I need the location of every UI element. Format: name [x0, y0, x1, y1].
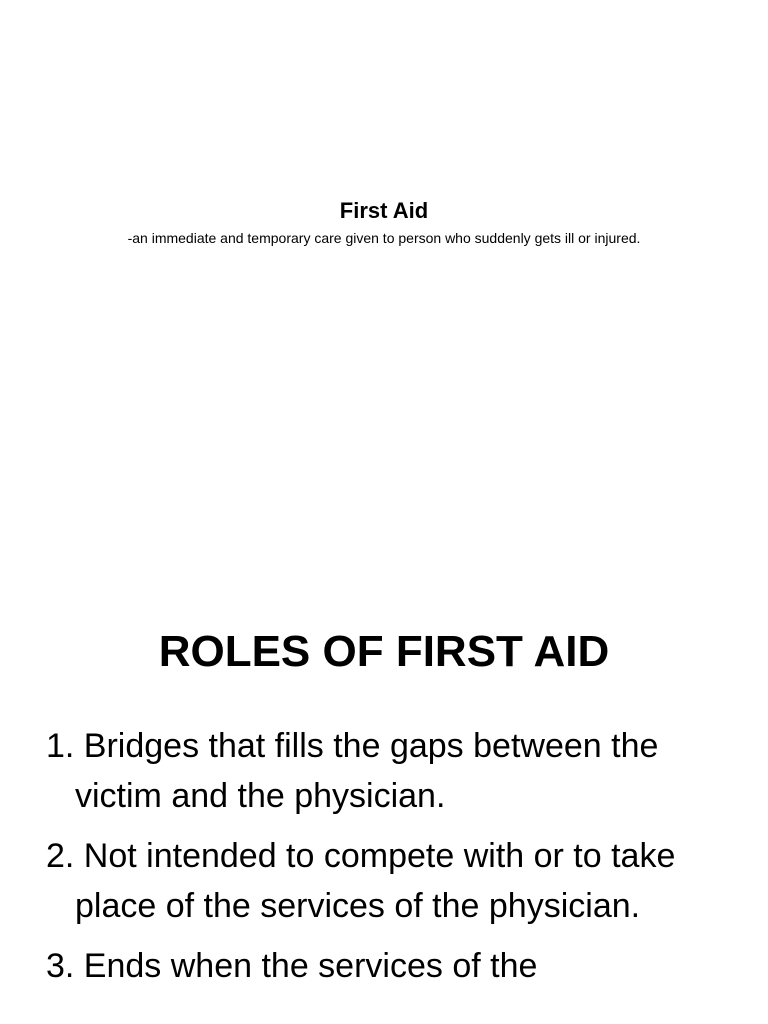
- definition-text: -an immediate and temporary care given to person who suddenly gets ill or injured.: [127, 230, 641, 246]
- slide-title: ROLES OF FIRST AID: [158, 627, 610, 676]
- roles-list: [46, 721, 736, 1001]
- list-item: 1. Bridges that fills the gaps between the victim and the physician.: [46, 727, 659, 815]
- list-item: 2. Not intended to compete with or to take place of the services of the physician.: [46, 837, 676, 925]
- list-item: 3. Ends when the services of the: [46, 947, 538, 985]
- slide-roles-of-first-aid: [0, 576, 768, 1024]
- slide-title: First Aid: [339, 198, 429, 223]
